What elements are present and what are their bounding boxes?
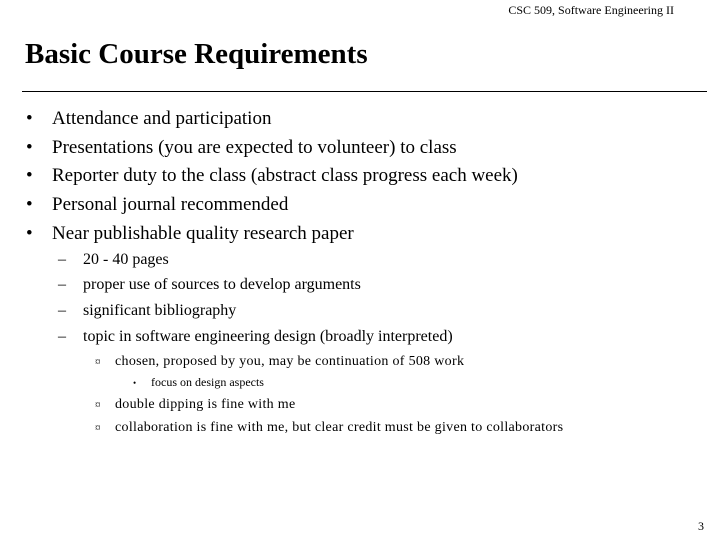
paper-detail-item: [58, 328, 453, 346]
bullet-text: Reporter duty to the class (abstract class progress each week): [52, 165, 518, 186]
paper-detail-text: proper use of sources to develop arguments: [83, 276, 361, 293]
paper-detail-item: [58, 302, 236, 320]
bullet-marker: •: [133, 378, 137, 388]
slide-header: CSC 509, Software Engineering II: [508, 3, 674, 17]
dash-marker: –: [58, 302, 66, 319]
bullet-marker: •: [26, 137, 33, 158]
dash-marker: –: [58, 251, 66, 268]
bullet-item: [26, 165, 518, 187]
bullet-text: Presentations (you are expected to volunteer) to class: [52, 137, 457, 158]
sub-marker: ¤: [95, 356, 101, 368]
bullet-marker: •: [26, 223, 33, 244]
paper-detail-text: topic in software engineering design (broadly interpreted): [83, 328, 453, 345]
page-number: 3: [698, 519, 704, 533]
paper-detail-text: 20 - 40 pages: [83, 251, 169, 268]
bullet-marker: •: [26, 165, 33, 186]
paper-detail-item: [58, 276, 361, 294]
topic-note-text: double dipping is fine with me: [115, 397, 296, 412]
topic-note-text: collaboration is fine with me, but clear credit must be given to collaborators: [115, 420, 564, 435]
topic-subnote-item: [133, 375, 264, 390]
topic-note-item: [95, 397, 295, 413]
dash-marker: –: [58, 328, 66, 345]
bullet-item: [26, 108, 271, 130]
slide-title: Basic Course Requirements: [25, 38, 368, 70]
sub-marker: ¤: [95, 422, 101, 434]
title-rule: [22, 91, 707, 92]
bullet-marker: •: [26, 194, 33, 215]
topic-subnote-text: focus on design aspects: [151, 375, 264, 389]
bullet-text: Personal journal recommended: [52, 194, 289, 215]
bullet-item: [26, 223, 354, 245]
bullet-item: [26, 194, 288, 216]
bullet-text: Attendance and participation: [52, 108, 272, 129]
topic-note-text: chosen, proposed by you, may be continuation of 508 work: [115, 354, 465, 369]
bullet-marker: •: [26, 108, 33, 129]
topic-note-item: [95, 354, 464, 370]
bullet-item: [26, 137, 457, 159]
paper-detail-text: significant bibliography: [83, 302, 237, 319]
topic-note-item: [95, 420, 563, 436]
paper-detail-item: [58, 251, 169, 269]
bullet-text: Near publishable quality research paper: [52, 223, 354, 244]
sub-marker: ¤: [95, 399, 101, 411]
dash-marker: –: [58, 276, 66, 293]
